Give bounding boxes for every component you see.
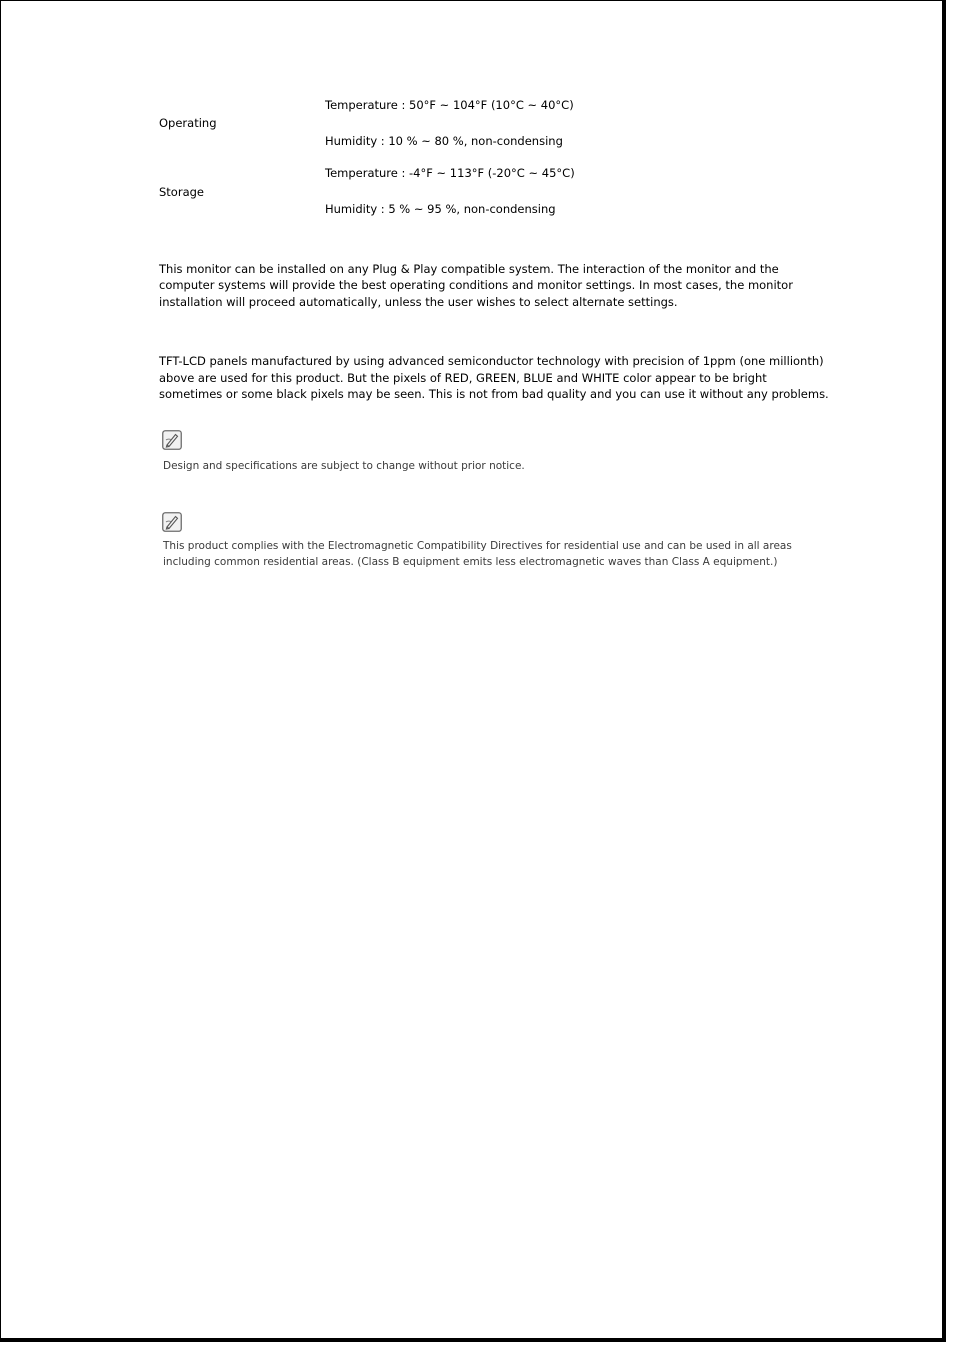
operating-humidity: Humidity : 10 % ~ 80 %, non-condensing <box>325 134 563 148</box>
paragraph-line: TFT-LCD panels manufactured by using advanced semiconductor technology with precision of 1ppm (one millionth) <box>159 354 824 368</box>
paragraph-line: installation will proceed automatically, unless the user wishes to select alternate settings. <box>159 295 678 309</box>
note-pencil-icon <box>162 430 182 450</box>
storage-humidity: Humidity : 5 % ~ 95 %, non-condensing <box>325 202 556 216</box>
paragraph-line: This monitor can be installed on any Plug & Play compatible system. The interaction of the monitor and the <box>159 262 779 276</box>
paragraph-line: sometimes or some black pixels may be seen. This is not from bad quality and you can use it without any problems. <box>159 387 829 401</box>
note-text: Design and specifications are subject to change without prior notice. <box>163 460 525 472</box>
storage-temperature: Temperature : -4°F ~ 113°F (-20°C ~ 45°C) <box>325 166 575 180</box>
note-pencil-icon <box>162 512 182 532</box>
operating-temperature: Temperature : 50°F ~ 104°F (10°C ~ 40°C) <box>325 98 574 112</box>
paragraph-line: computer systems will provide the best operating conditions and monitor settings. In most cases, the monitor <box>159 278 793 292</box>
note-text: This product complies with the Electromagnetic Compatibility Directives for residential use and can be used in all areas <box>163 540 792 552</box>
operating-label: Operating <box>159 116 217 130</box>
note-text: including common residential areas. (Class B equipment emits less electromagnetic waves than Class A equipment.) <box>163 556 778 568</box>
paragraph-line: above are used for this product. But the pixels of RED, GREEN, BLUE and WHITE color appear to be bright <box>159 371 767 385</box>
storage-label: Storage <box>159 185 204 199</box>
